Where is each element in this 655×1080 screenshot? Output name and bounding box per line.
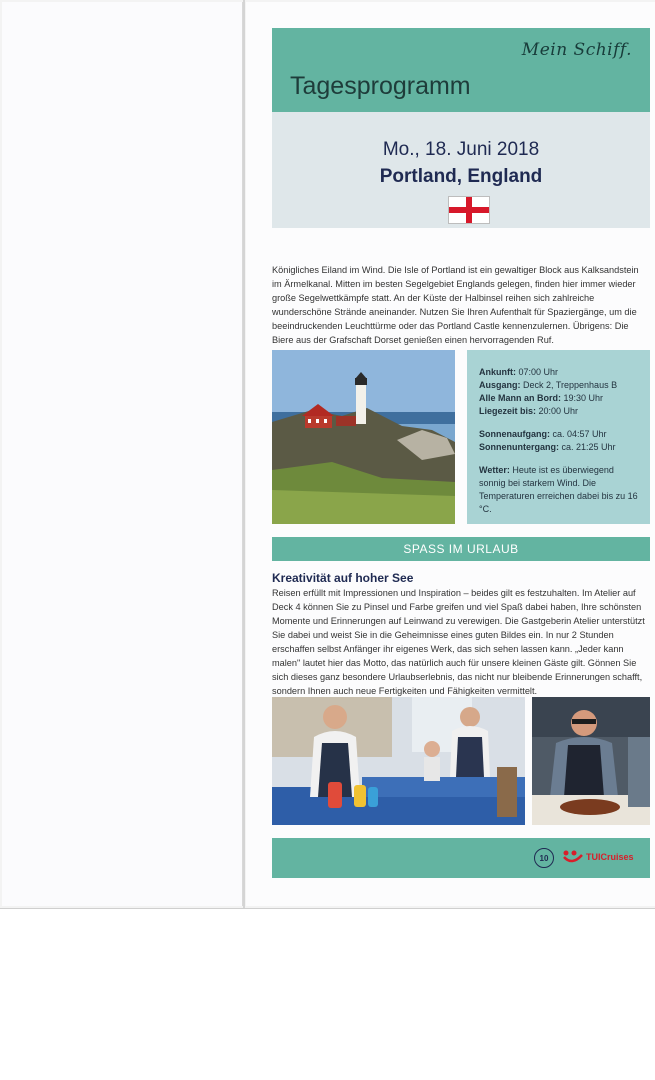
tui-logo-text: TUICruises — [586, 852, 634, 862]
page-title: Tagesprogramm — [290, 72, 471, 100]
section-heading: SPASS IM URLAUB — [272, 537, 650, 561]
all-aboard-label: Alle Mann an Bord: — [479, 393, 562, 403]
article-subhead: Kreativität auf hoher See — [272, 571, 414, 585]
england-flag-icon — [448, 196, 490, 224]
arrival-label: Ankunft: — [479, 367, 516, 377]
painter-photo — [532, 697, 650, 825]
weather-label: Wetter: — [479, 465, 510, 475]
sunset-value: ca. 21:25 Uhr — [561, 442, 616, 452]
page-fold — [243, 0, 245, 908]
berth-value: 20:00 Uhr — [538, 406, 579, 416]
sunset-label: Sonnenuntergang: — [479, 442, 559, 452]
tui-smile-icon — [562, 849, 584, 865]
brand-logo: Mein Schiff. — [521, 40, 632, 60]
anniversary-badge: 10 — [534, 848, 554, 868]
lighthouse-photo — [272, 350, 455, 524]
port-name: Portland, England — [379, 166, 543, 187]
berth-label: Liegezeit bis: — [479, 406, 537, 416]
date-panel — [272, 112, 650, 228]
header-banner — [272, 28, 650, 112]
intro-text: Königliches Eiland im Wind. Die Isle of Portland ist ein gewaltiger Block aus Kalksandstein im Ärmelkanal. Mitten im besten Segelgebiet Englands gelegen, finden hier immer wieder große Segelwettkämpfe statt. An der Küste der Halbinsel reihen sich zahlreiche wunderschöne Strände aneinander. Nutzen Sie Ihren Aufenthalt für Spaziergänge, um die beeindruckenden Leuchttürme oder das Portland Castle kennenzulernen. Übrigens: Die Biere aus der Grafschaft Dorset genießen einen hervorragenden Ruf. — [272, 265, 639, 345]
port-info-box — [467, 350, 650, 524]
exit-value: Deck 2, Treppenhaus B — [523, 380, 618, 390]
all-aboard-value: 19:30 Uhr — [563, 393, 604, 403]
footer-banner — [272, 838, 650, 878]
exit-label: Ausgang: — [479, 380, 521, 390]
sunrise-value: ca. 04:57 Uhr — [552, 429, 607, 439]
weather-value: Heute ist es überwiegend sonnig bei starkem Wind. Die Temperaturen erreichen dabei bis zu 16 °C. — [479, 465, 638, 514]
date-text: Mo., 18. Juni 2018 — [382, 139, 540, 160]
sunrise-label: Sonnenaufgang: — [479, 429, 550, 439]
tui-cruises-logo — [562, 849, 634, 865]
arrival-value: 07:00 Uhr — [518, 367, 559, 377]
painting-class-photo — [272, 697, 525, 825]
article-body: Reisen erfüllt mit Impressionen und Inspiration – beides gilt es festzuhalten. Im Atelier auf Deck 4 können Sie zu Pinsel und Farbe greifen und viel Spaß dabei haben, Ihre schönsten Momente und Erinnerungen auf Leinwand zu verewigen. Die Gastgeberin Atelier unterstützt Sie dabei und weist Sie in die Geheimnisse eines guten Bildes ein. In nur 2 Stunden erschaffen selbst Anfänger ihr eigenes Werk, das sich sehen lassen kann. „Jeder kann malen" lautet hier das Motto, das natürlich auch für unsere kleinen Gäste gilt. Gönnen Sie sich dieses ganz besondere Urlaubserlebnis, das nicht nur bleibende Erinnerungen schafft, sondern Ihnen auch neue Fertigkeiten und Fähigkeiten vermittelt. — [272, 588, 645, 696]
blank-left-page — [2, 2, 243, 906]
